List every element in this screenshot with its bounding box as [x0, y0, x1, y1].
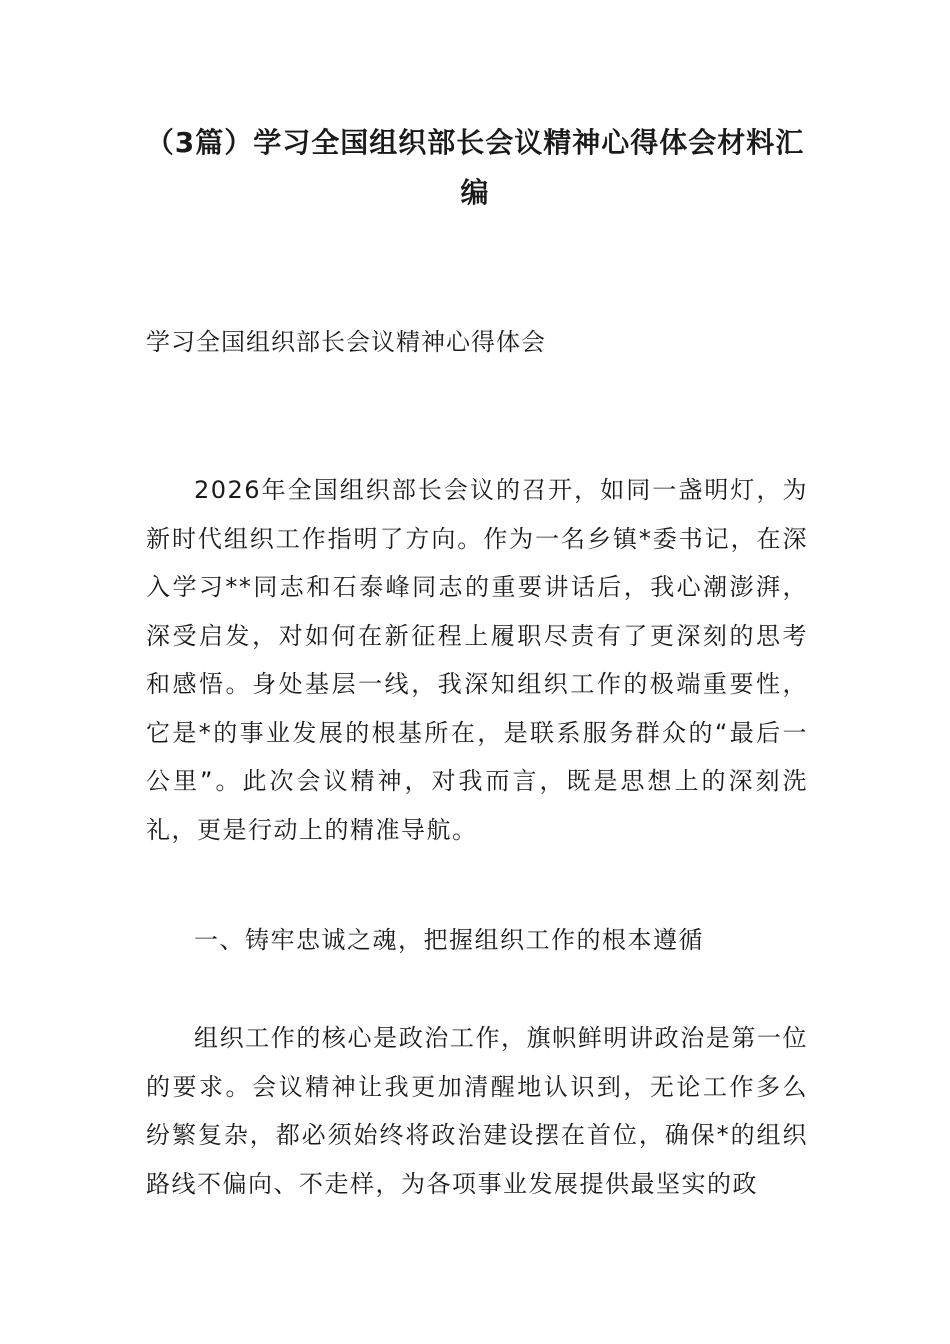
section-heading-1: 一、铸牢忠诚之魂，把握组织工作的根本遵循	[194, 926, 704, 954]
document-subtitle: 学习全国组织部长会议精神心得体会	[146, 328, 546, 356]
paragraph-section-1: 组织工作的核心是政治工作，旗帜鲜明讲政治是第一位的要求。会议精神让我更加清醒地认识到，无论工作多么纷繁复杂，都必须始终将政治建设摆在首位，确保*的组织路线不偏向、不走样，为各项事业发展提供最坚实的政	[146, 1024, 808, 1198]
document-title: （3篇）学习全国组织部长会议精神心得体会材料汇编	[145, 126, 805, 209]
paragraph-intro: 2026年全国组织部长会议的召开，如同一盏明灯，为新时代组织工作指明了方向。作为一名乡镇*委书记，在深入学习**同志和石泰峰同志的重要讲话后，我心潮澎湃，深受启发，对如何在新征程上履职尽责有了更深刻的思考和感悟。身处基层一线，我深知组织工作的极端重要性，它是*的事业发展的根基所在，是联系服务群众的“最后一公里”。此次会议精神，对我而言，既是思想上的深刻洗礼，更是行动上的精准导航。	[146, 476, 808, 844]
